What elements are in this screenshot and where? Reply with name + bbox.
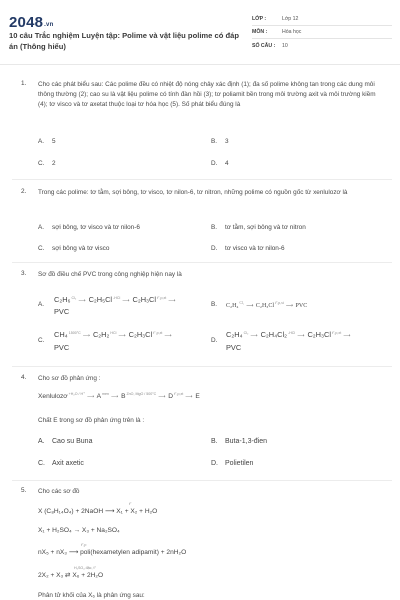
option-c-product: PVC [54,343,70,352]
equation-1-condition: t° [129,502,132,506]
option-d-product: PVC [226,343,242,352]
question-divider [12,366,392,367]
header-divider [0,64,400,65]
option-a-scheme[interactable]: C₂H₆Cl₂ ⟶ C₂H₅Cl-HCl ⟶ C₂H₃Clt°,p,xt ⟶ [54,295,176,304]
meta-table [252,13,392,52]
option-a[interactable]: A. sợi bông, tơ visco và tơ nilon-6 [38,224,140,231]
question-number: 1. [21,80,27,87]
question-text: Sơ đồ điều chế PVC trong công nghiệp hiện nay là [38,271,182,278]
question-subtext: Chất E trong sơ đồ phản ứng trên là : [38,417,145,424]
option-c-label[interactable]: C. [38,337,45,344]
equation-1: X (C₈H₁₄O₄) + 2NaOH ⟶ X₁ + X₂ + H₂O [38,508,158,515]
question-divider [12,480,392,481]
option-a-label[interactable]: A. [38,301,45,308]
option-d[interactable]: D. tơ visco và tơ nilon-6 [211,245,285,252]
question-divider [12,262,392,263]
option-b-scheme[interactable]: C₂H₄Cl₂⟶ C₂H₃Clt°,p,xt⟶ PVC [226,301,308,309]
option-c[interactable]: C. Axit axetic [38,460,84,467]
option-a-product: PVC [54,307,70,316]
option-c[interactable]: C. sợi bông và tơ visco [38,245,110,252]
meta-row-subject [252,26,392,39]
option-d-scheme[interactable]: C₂H₄Cl₂ ⟶ C₂H₄Cl₂-HCl ⟶ C₂H₃Clt°,p,xt ⟶ [226,330,351,339]
question-text: Cho các phát biểu sau: Các polime đều có nhiệt độ nóng chảy xác định (1); đa số polime không tan trong các dung môi thông thường (2); cao su là vật liệu polime có tính đàn hồi (3); tơ poliamit bền trong môi trường axit và môi trường kiềm (4); tơ visco và tơ axetat thuộc loại tơ hóa học (5). Số phát biểu đúng là [38,81,376,108]
question-subtext: Phân tử khối của X₆ là phân ứng sau: [38,592,145,599]
meta-key: SỐ CÂU : [252,42,276,49]
meta-value: 10 [282,42,288,49]
equation-3-condition: t°,p [81,543,87,547]
meta-row-count [252,39,392,52]
site-logo[interactable]: 2048.vn [9,14,54,31]
option-b[interactable]: B. 3 [211,138,229,145]
meta-row-class [252,13,392,26]
equation-4: 2X₂ + X₃ ⇄ X₆ + 2H₂O [38,572,104,579]
option-d[interactable]: D. Polietilen [211,460,254,467]
option-b[interactable]: B. Buta-1,3-đien [211,438,268,445]
reaction-scheme: Xenlulozơ+H₂O / H⁺ ⟶ Amen ⟶ BZnO, MgO / 500°C ⟶ Dt°,p,xt ⟶ E [38,392,200,400]
meta-key: MÔN : [252,29,268,35]
meta-value: Hóa học [282,29,302,35]
option-b[interactable]: B. tơ tằm, sợi bông và tơ nitron [211,224,306,231]
question-number: 4. [21,374,27,381]
option-c[interactable]: C. 2 [38,160,56,167]
option-a[interactable]: A. Cao su Buna [38,438,93,445]
equation-4-condition: H₂SO₄ đặc, t° [74,566,96,570]
question-divider [12,179,392,180]
question-text: Trong các polime: tơ tằm, sợi bông, tơ visco, tơ nilon-6, tơ nitron, những polime có nguồn gốc từ xenlulozơ là [38,189,348,196]
equation-3: nX₅ + nX₃ ⟶ poli(hexametylen adipamit) + 2nH₂O [38,549,187,556]
option-b-label[interactable]: B. [211,301,218,308]
option-d-label[interactable]: D. [211,337,218,344]
meta-key: LỚP : [252,16,267,22]
option-c-scheme[interactable]: CH₄1500°C ⟶ C₂H₂HCl ⟶ C₂H₃Clt°,p,xt ⟶ [54,330,172,339]
question-text: Cho các sơ đồ [38,488,80,495]
meta-value: Lớp 12 [282,16,299,22]
document-header [0,0,400,66]
document-title: 10 câu Trắc nghiệm Luyện tập: Polime và vật liệu polime có đáp án (Thông hiểu) [9,31,239,51]
option-a[interactable]: A. 5 [38,138,56,145]
option-d[interactable]: D. 4 [211,160,229,167]
question-number: 2. [21,188,27,195]
question-number: 5. [21,487,27,494]
question-text: Cho sơ đồ phản ứng : [38,375,101,382]
question-number: 3. [21,270,27,277]
equation-2: X₁ + H₂SO₄ → X₃ + Na₂SO₄ [38,527,120,534]
